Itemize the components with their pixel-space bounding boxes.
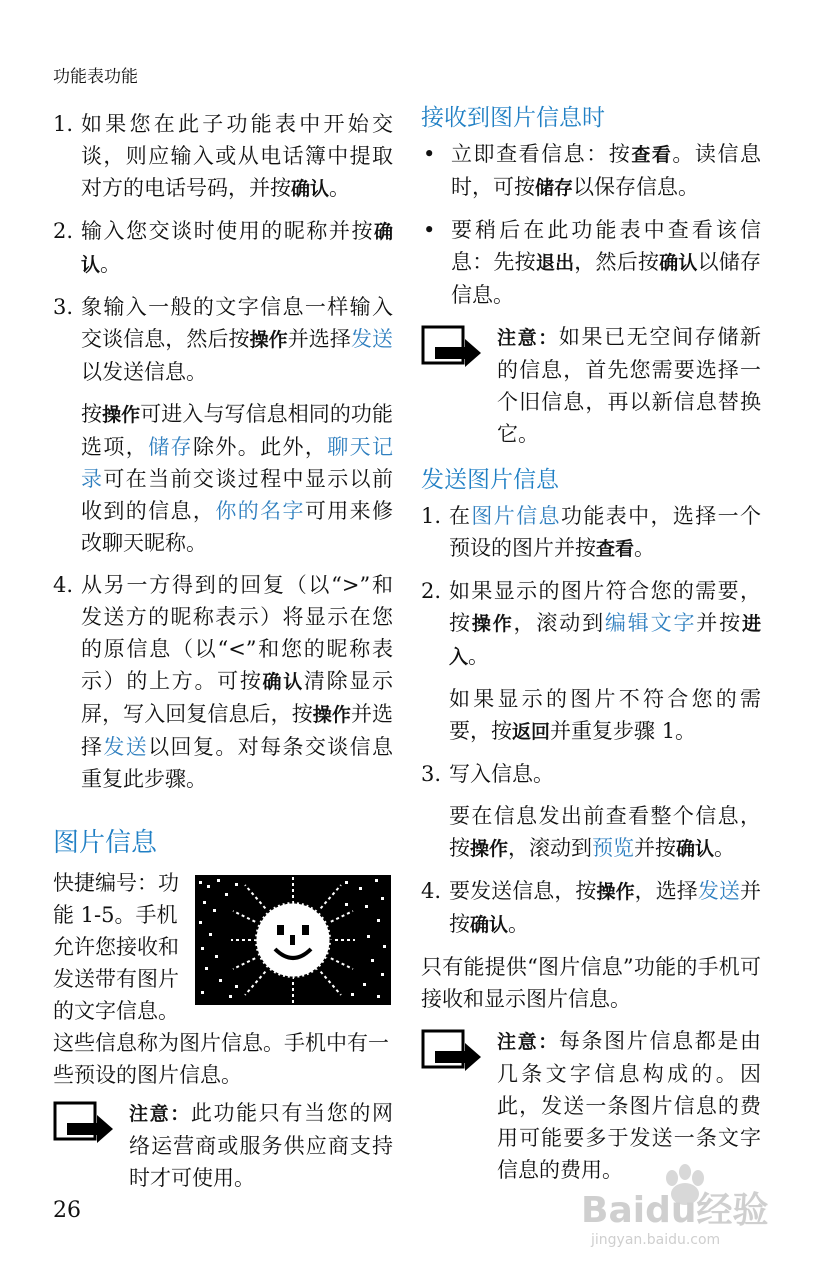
item-text <box>81 291 393 388</box>
note-hand-icon <box>421 1029 483 1073</box>
menu-link: 编辑文字 <box>604 611 697 635</box>
bold-keyword: 查看 <box>596 538 635 560</box>
text-run: 要稍后在此功能表中查看该信息：先按 <box>451 218 761 274</box>
text-run: 立即查看信息：按 <box>451 142 632 166</box>
text-run: 以发送信息。 <box>81 360 207 384</box>
list-item <box>53 215 393 281</box>
bold-keyword: 返回 <box>512 721 551 743</box>
text-run: 清除显示屏，写入回复信息后，按 <box>81 669 393 726</box>
text-run: 并按 <box>696 611 742 635</box>
bullet-text <box>451 138 761 204</box>
note-hand-icon <box>53 1101 115 1145</box>
bold-keyword: 确认 <box>676 838 715 860</box>
note-box <box>53 1097 393 1194</box>
left-column <box>53 108 393 1206</box>
sun-picture-image <box>195 875 391 1005</box>
item-text <box>81 215 393 281</box>
bold-keyword: 操作 <box>102 404 141 426</box>
menu-link: 发送 <box>350 327 394 351</box>
bold-keyword: 操作 <box>312 704 351 726</box>
bold-keyword: 注意： <box>497 1031 559 1053</box>
item-number: 3. <box>421 762 442 786</box>
item-2-detail <box>449 683 761 748</box>
text-run: 从另一方得到的回复（以“>”和发送方的昵称表示）将显示在您的原信息（以“<”和您的昵称表示）的上方。可按 <box>81 573 393 693</box>
bold-keyword: 确认 <box>291 178 330 200</box>
bullet-dot: • <box>423 218 436 242</box>
text-run: 此功能只有当您的网络运营商或服务供应商支持时才可使用。 <box>129 1101 393 1190</box>
heading-receive-picture: 接收到图片信息时 <box>421 105 605 131</box>
closing-paragraph <box>421 951 761 1015</box>
text-run: 。 <box>634 536 656 560</box>
bold-keyword: 注意： <box>129 1103 191 1125</box>
text-run: 并重复步骤 1。 <box>550 719 697 743</box>
item-text <box>449 758 761 790</box>
text-run: 。 <box>100 252 122 276</box>
item-number: 2. <box>421 579 442 603</box>
bold-keyword: 进入 <box>449 613 761 668</box>
menu-link: 图片信息 <box>471 504 561 528</box>
menu-link: 预览 <box>592 836 635 860</box>
text-run: 。 <box>468 644 490 668</box>
note-hand-icon <box>421 325 483 369</box>
bold-keyword: 操作 <box>596 881 635 903</box>
menu-link: 储存 <box>148 435 193 459</box>
text-run: 如果已无空间存储新的信息，首先您需要选择一个旧信息，再以新信息替换它。 <box>497 325 761 446</box>
section-title-picture-messages: 图片信息 <box>53 828 158 858</box>
running-header: 功能表功能 <box>53 67 138 87</box>
menu-link: 你的名字 <box>215 499 305 523</box>
text-run: 按 <box>81 402 103 426</box>
text-run: 写入信息。 <box>449 762 554 786</box>
text-run: 并选择 <box>81 702 394 759</box>
bold-keyword: 确认 <box>470 914 509 936</box>
right-column <box>421 105 762 1198</box>
item-number: 1. <box>53 112 74 136</box>
svg-text:Baidu经验: Baidu经验 <box>581 1190 769 1231</box>
text-run: 输入您交谈时使用的昵称并按 <box>81 219 374 243</box>
text-run: 并按 <box>634 836 677 860</box>
text-run: 。 <box>714 836 736 860</box>
list-item <box>421 575 761 673</box>
text-run: 如果您在此子功能表中开始交谈，则应输入或从电话簿中提取对方的电话号码，并按 <box>81 112 393 200</box>
item-number: 3. <box>53 295 74 319</box>
menu-link: 聊天记录 <box>81 435 394 491</box>
text-run: 以回复。对每条交谈信息重复此步骤。 <box>81 735 394 791</box>
text-run: 。读信息时，可按 <box>451 142 762 199</box>
item-3-detail <box>81 398 393 559</box>
bold-keyword: 操作 <box>249 329 288 351</box>
bullet-dot: • <box>423 142 436 166</box>
bold-keyword: 查看 <box>631 144 673 166</box>
item-number: 4. <box>53 573 74 597</box>
text-run: 以储存信息。 <box>451 250 762 307</box>
text-run: 可进入与写信息相同的功能选项， <box>81 402 394 459</box>
item-text <box>449 500 761 565</box>
text-run: 以保存信息。 <box>573 175 700 199</box>
item-number: 4. <box>421 879 442 903</box>
text-run: ，滚动到 <box>513 611 605 635</box>
bold-keyword: 操作 <box>470 838 509 860</box>
text-run: 如果显示的图片符合您的需要，按 <box>449 579 761 635</box>
text-run: 并选择 <box>287 327 351 351</box>
note-text <box>129 1097 393 1194</box>
text-run: 。 <box>329 176 351 200</box>
item-number: 2. <box>53 219 74 243</box>
bold-keyword: 确认 <box>262 671 304 693</box>
bold-keyword: 确认 <box>659 252 698 274</box>
text-run: 象输入一般的文字信息一样输入交谈信息，然后按 <box>81 295 393 351</box>
text-run: ，然后按 <box>574 250 660 274</box>
baidu-jingyan-watermark-logo <box>577 1158 777 1248</box>
text-run: 要在信息发出前查看整个信息，按 <box>449 804 761 860</box>
bullet-item <box>421 138 761 204</box>
bold-keyword: 注意： <box>497 327 559 349</box>
item-number: 1. <box>421 504 442 528</box>
heading-send-picture: 发送图片信息 <box>421 467 559 493</box>
list-item <box>53 569 393 795</box>
text-run: 在 <box>449 504 472 528</box>
text-run: 除外。此外， <box>192 435 328 459</box>
text-run: 快捷编号：功能 1-5。手机允许您接收和发送带有图片的文字信息。这些信息称为图片信息。手机中有一些预设的图片信息。 <box>53 871 389 1087</box>
text-run: 。 <box>508 912 530 936</box>
item-text <box>81 108 393 205</box>
bullet-text <box>451 214 761 311</box>
menu-link: 发送 <box>103 735 149 759</box>
text-run: 要发送信息，按 <box>449 879 597 903</box>
bold-keyword: 储存 <box>535 177 574 199</box>
bold-keyword: 确认 <box>81 221 393 276</box>
text-run: 功能表中，选择一个预设的图片并按 <box>449 504 762 560</box>
text-run: 如果显示的图片不符合您的需要，按 <box>449 687 761 743</box>
text-run: ，滚动到 <box>508 836 593 860</box>
bullet-item <box>421 214 761 311</box>
text-run: 只有能提供“图片信息”功能的手机可接收和显示图片信息。 <box>421 955 761 1011</box>
item-text <box>449 575 761 673</box>
item-text <box>449 875 761 941</box>
text-run: 并按 <box>449 879 762 936</box>
text-run: 可在当前交谈过程中显示以前收到的信息， <box>81 467 394 523</box>
page-number: 26 <box>53 1198 81 1223</box>
list-item <box>53 291 393 388</box>
list-item <box>421 875 761 941</box>
note-text <box>497 321 761 450</box>
text-run: ，选择 <box>634 879 698 903</box>
list-item <box>421 758 761 790</box>
text-run: 每条图片信息都是由几条文字信息构成的。因此，发送一条图片信息的费用可能要多于发送一条文字信息的费用。 <box>497 1029 761 1182</box>
section-intro <box>53 867 393 1091</box>
list-item <box>421 500 761 565</box>
text-run: 可用来修改聊天昵称。 <box>81 499 394 555</box>
svg-text:jingyan.baidu.com: jingyan.baidu.com <box>591 1232 721 1248</box>
item-text <box>81 569 393 795</box>
item-3-detail <box>449 800 761 865</box>
bold-keyword: 退出 <box>535 252 575 274</box>
list-item <box>53 108 393 205</box>
note-box <box>421 321 761 450</box>
menu-link: 发送 <box>697 879 741 903</box>
bold-keyword: 操作 <box>471 613 514 635</box>
